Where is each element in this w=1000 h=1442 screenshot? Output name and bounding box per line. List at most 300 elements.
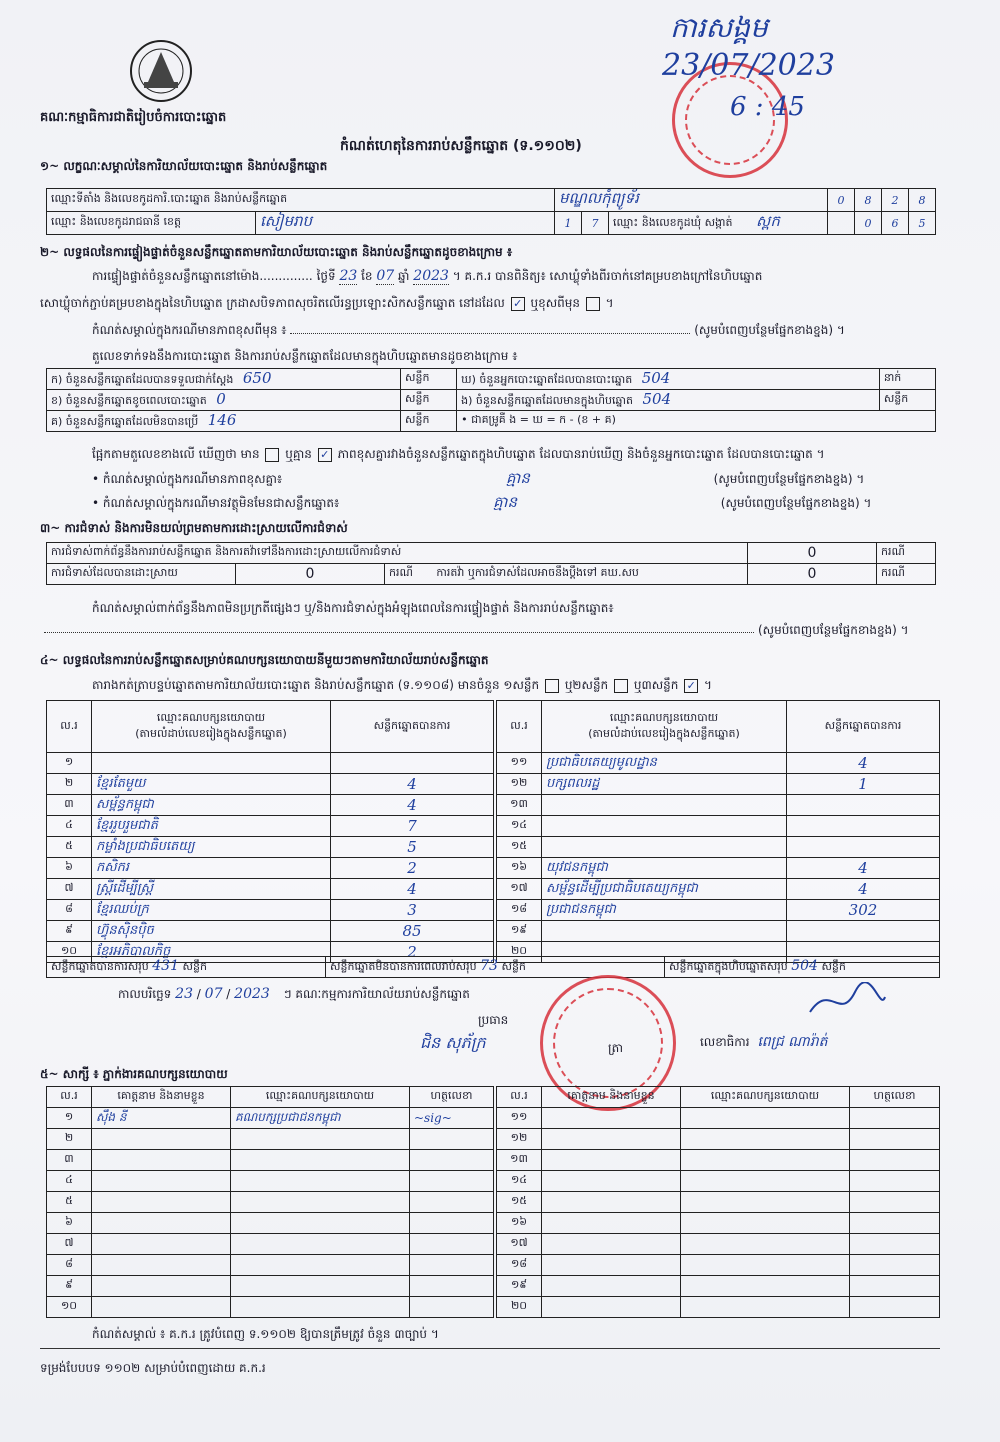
witness-row — [47, 1108, 494, 1129]
station-code-1: 0 — [828, 189, 855, 212]
witness-row — [497, 1297, 940, 1318]
month-label: ខែ — [361, 269, 373, 283]
station-label: ឈ្មោះទីតាំង និងលេខកូដការិ.បោះឆ្នោត និងរាប់សន្លឹកឆ្នោត — [47, 189, 555, 212]
witness-sign — [410, 1255, 494, 1276]
verify-day: 23 — [339, 268, 358, 284]
witness-empty-cell — [850, 1276, 940, 1297]
commune-label: ឈ្មោះ និងលេខកូដឃុំ សង្កាត់ — [613, 216, 733, 229]
signing-day: 23 — [175, 986, 193, 1002]
witness-empty-cell — [850, 1255, 940, 1276]
witness-row — [47, 1297, 494, 1318]
witness-sign — [410, 1192, 494, 1213]
spoiled-value: 0 — [216, 390, 226, 408]
chief-signature: ជិន សុភ័ក្រ — [420, 1033, 486, 1052]
party-name: ស្ត្រីដើម្បីស្ត្រី — [92, 879, 331, 900]
row-number: ១០ — [47, 942, 92, 963]
objection-value: 0 — [748, 543, 877, 564]
col-party: ឈ្មោះគណបក្សនយោបាយ — [156, 710, 266, 724]
col-votes: សន្លឹកឆ្នោតបានការ — [331, 701, 494, 753]
witness-empty-cell — [850, 1129, 940, 1150]
witness-no: ១១ — [497, 1108, 542, 1129]
commune-code-3: 5 — [909, 212, 936, 235]
appeal-value: 0 — [748, 564, 877, 585]
witness-empty-cell — [681, 1276, 850, 1297]
witness-row — [497, 1234, 940, 1255]
signing-date-line: កាលបរិច្ឆេទ 23 / 07 / 2023 ៗ គណៈកម្មការការិយាល័យរាប់សន្លឹកឆ្នោត — [118, 986, 470, 1002]
witness-name: ស៊ឹង នី — [92, 1108, 231, 1129]
resolved-label: ការជំទាស់ដែលបានដោះស្រាយ — [47, 564, 236, 585]
secretary-name: ពេជ្រ ណារ៉ាត់ — [757, 1034, 828, 1050]
voters-value: 504 — [641, 369, 671, 387]
unused-value: 146 — [207, 411, 237, 429]
witness-empty-cell — [850, 1171, 940, 1192]
bullet2-label: • កំណត់សម្គាល់ក្នុងករណីមានវត្ថុមិនមែនជាសន្លឹកឆ្នោត៖ — [92, 496, 340, 510]
seal-status-text: សោឃ្លុំចាក់ភ្ជាប់គម្របខាងក្នុងនៃហិបឆ្នោត ក្រដាសបិទភាពសុចរិតលើរន្ធប្រឡោះសិកសន្លឹកឆ្នោត នៅដដែល — [40, 296, 505, 310]
table-row — [497, 795, 940, 816]
row-number: ២ — [47, 774, 92, 795]
w-col-name: គោត្តនាម និងនាមខ្លួន — [92, 1087, 231, 1108]
witness-name — [92, 1150, 231, 1171]
witness-no: ១៥ — [497, 1192, 542, 1213]
station-name: មណ្ឌលកុំព្យូទ័រ — [555, 189, 828, 212]
witness-empty-cell — [542, 1129, 681, 1150]
province-name: សៀមរាប — [256, 212, 555, 235]
party-name — [542, 816, 787, 837]
witness-empty-cell — [681, 1150, 850, 1171]
witness-party — [231, 1171, 410, 1192]
witness-party — [231, 1297, 410, 1318]
verify-rest: ។ គ.ក.រ បានពិនិត្យ៖ សោឃ្លុំទាំងពីរចាក់នៅគម្របខាងក្រៅនៃហិបឆ្នោត — [452, 269, 763, 283]
witness-empty-cell — [542, 1276, 681, 1297]
bullet1-line — [92, 470, 864, 487]
table-row — [497, 816, 940, 837]
emblem-icon — [128, 38, 194, 104]
witness-no: ១៤ — [497, 1171, 542, 1192]
witness-no: ២០ — [497, 1297, 542, 1318]
witness-no: ១០ — [47, 1297, 92, 1318]
discrepancy-rest: ភាពខុសគ្នារវាងចំនួនសន្លឹកឆ្នោតក្នុងហិបឆ្នោត ដែលបានរាប់ឃើញ និងចំនួនអ្នកបោះឆ្នោត ដែលបានបោះឆ្នោត ។ — [337, 447, 825, 461]
witness-empty-cell — [850, 1150, 940, 1171]
table-row — [497, 921, 940, 942]
col-no-right: ល.រ — [497, 701, 542, 753]
section3-heading: ៣~ ការជំទាស់ និងការមិនយល់ព្រមតាមការដោះស្រាយលើការជំទាស់ — [40, 521, 348, 535]
witness-no: ១៧ — [497, 1234, 542, 1255]
table-row — [497, 858, 940, 879]
party-name — [542, 837, 787, 858]
witness-row — [47, 1129, 494, 1150]
witness-empty-cell — [681, 1129, 850, 1150]
table-row — [47, 879, 494, 900]
year-label: ឆ្នាំ — [398, 269, 410, 283]
secretary-line — [700, 1034, 828, 1050]
witness-name — [92, 1213, 231, 1234]
witness-row — [497, 1171, 940, 1192]
witness-empty-cell — [542, 1108, 681, 1129]
total-box-label: សន្លឹកឆ្នោតក្នុងហិបឆ្នោតសរុប — [669, 960, 788, 973]
table-row — [47, 795, 494, 816]
witness-empty-cell — [542, 1150, 681, 1171]
party-name — [542, 921, 787, 942]
totals-table — [46, 956, 940, 978]
party-votes: 85 — [331, 921, 494, 942]
table-row — [47, 753, 494, 774]
witness-name — [92, 1255, 231, 1276]
row-number: ១២ — [497, 774, 542, 795]
party-name: យុវជនកម្ពុជា — [542, 858, 787, 879]
org-name: គណៈកម្មាធិការជាតិរៀបចំការបោះឆ្នោត — [40, 110, 227, 125]
table-row — [47, 837, 494, 858]
figures-intro: តួលេខទាក់ទងនឹងការបោះឆ្នោត និងការរាប់សន្លឹកឆ្នោតដែលមានក្នុងហិបឆ្នោតមានដូចខាងក្រោម ៖ — [92, 349, 518, 363]
witness-no: ១ — [47, 1108, 92, 1129]
witness-empty-cell — [542, 1213, 681, 1234]
row-number: ១១ — [497, 753, 542, 774]
party-votes: 4 — [331, 774, 494, 795]
irregularity-dotted-line — [44, 632, 754, 633]
unit-sheet-3: សន្លឹក — [879, 390, 935, 411]
party-votes: 4 — [331, 879, 494, 900]
witness-empty-cell — [542, 1255, 681, 1276]
party-name — [92, 753, 331, 774]
witness-empty-cell — [681, 1213, 850, 1234]
w-col-sign-right: ហត្ថលេខា — [850, 1087, 940, 1108]
party-votes — [787, 795, 940, 816]
witness-name — [92, 1129, 231, 1150]
verify-line-2: សោឃ្លុំចាក់ភ្ជាប់គម្របខាងក្នុងនៃហិបឆ្នោត ក្រដាសបិទភាពសុចរិតលើរន្ធប្រឡោះសិកសន្លឹកឆ្នោត នៅដដែល ✓ ឬខុសពីមុន ។ — [40, 296, 614, 310]
col-no: ល.រ — [47, 701, 92, 753]
commune-name: ស្ពក — [756, 212, 780, 230]
verify-year: 2023 — [413, 268, 449, 284]
total-invalid-label: សន្លឹកឆ្នោតមិនបានការពេលរាប់សរុប — [330, 960, 477, 973]
station-code-3: 2 — [882, 189, 909, 212]
station-code-2: 8 — [855, 189, 882, 212]
party-votes: 4 — [787, 753, 940, 774]
bullet2-handwriting: គ្មាន — [493, 493, 517, 511]
witness-no: ១៨ — [497, 1255, 542, 1276]
commune-code-2: 6 — [882, 212, 909, 235]
bullet1-handwriting: គ្មាន — [506, 469, 530, 487]
one-sheet-checkbox[interactable] — [545, 679, 559, 693]
party-votes: 7 — [331, 816, 494, 837]
witness-party — [231, 1213, 410, 1234]
row-number: ១៧ — [497, 879, 542, 900]
province-label: ឈ្មោះ និងលេខកូដរាជធានី ខេត្ត — [47, 212, 256, 235]
witness-sign — [410, 1234, 494, 1255]
sheet-count-line: តារាងកត់ត្រាបន្ទប់ឆ្នោតតាមការិយាល័យបោះឆ្នោត និងរាប់សន្លឹកឆ្នោត (ទ.១១០៨) មានចំនួន ១សន្លឹក ឬ២សន្លឹក ឬ៣សន្លឹក ✓ ។ — [92, 678, 712, 692]
irregularity-note: កំណត់សម្គាល់ពាក់ព័ន្ធនឹងភាពមិនប្រក្រតីផ្សេងៗ ឬ/និងការជំទាស់ក្នុងអំឡុងពេលនៃការផ្ទៀងផ្ទាត់ និងការរាប់សន្លឹកឆ្នោត៖ — [92, 601, 614, 615]
witness-sign — [410, 1171, 494, 1192]
in-box-value: 504 — [642, 390, 672, 408]
witness-empty-cell — [542, 1192, 681, 1213]
witness-party — [231, 1255, 410, 1276]
unit-sheet-1: សន្លឹក — [400, 369, 456, 390]
different-label: ឬខុសពីមុន — [530, 296, 581, 310]
witness-sign — [410, 1213, 494, 1234]
results-table-left — [46, 700, 494, 963]
verify-time-label: ការផ្ទៀងផ្ទាត់ចំនួនសន្លឹកឆ្នោតនៅម៉ោង.............. — [92, 269, 313, 283]
witness-name — [92, 1171, 231, 1192]
party-name: សម្ព័ន្ធកម្ពុជា — [92, 795, 331, 816]
unit-sheet-2: សន្លឹក — [400, 390, 456, 411]
party-name: ខ្មែរឈប់ក្រ — [92, 900, 331, 921]
results-table-right — [496, 700, 940, 963]
total-invalid-value: 73 — [480, 958, 498, 974]
witness-party — [231, 1234, 410, 1255]
witness-name — [92, 1276, 231, 1297]
witness-no: ៣ — [47, 1150, 92, 1171]
handwritten-top: ការសង្គម — [670, 11, 768, 44]
discrepancy-line — [92, 446, 825, 462]
col-party-right: ឈ្មោះគណបក្សនយោបាយ — [609, 710, 719, 724]
total-box-value: 504 — [791, 958, 818, 974]
party-votes: 2 — [331, 942, 494, 963]
party-votes: 5 — [331, 837, 494, 858]
form-title: កំណត់ហេតុនៃការរាប់សន្លឹកឆ្នោត (ទ.១១០២) — [340, 138, 582, 154]
w-col-party-right: ឈ្មោះគណបក្សនយោបាយ — [681, 1087, 850, 1108]
total-invalid-unit: សន្លឹក — [501, 960, 526, 973]
table-row — [497, 774, 940, 795]
row-number: ៤ — [47, 816, 92, 837]
witness-empty-cell — [681, 1192, 850, 1213]
irregularity-fill: (សូមបំពេញបន្ថែមផ្នែកខាងខ្នង) ។ — [758, 623, 909, 637]
witness-sign: ~sig~ — [410, 1108, 494, 1129]
party-name: សម្ព័ន្ធដើម្បីប្រជាធិបតេយ្យកម្ពុជា — [542, 879, 787, 900]
note-diff-line — [92, 322, 942, 338]
objection-label: ការជំទាស់ពាក់ព័ន្ធនឹងការរាប់សន្លឹកឆ្នោត និងការតវ៉ាទៅនឹងការដោះស្រាយលើការជំទាស់ — [47, 543, 748, 564]
handwritten-time: 6 : 45 — [730, 92, 805, 122]
objections-table — [46, 542, 936, 585]
party-votes: 4 — [787, 858, 940, 879]
row-number: ៨ — [47, 900, 92, 921]
party-votes: 3 — [331, 900, 494, 921]
witness-empty-cell — [542, 1171, 681, 1192]
row-number: ៩ — [47, 921, 92, 942]
section1-heading: ១~ លក្ខណៈសម្គាល់នៃការិយាល័យបោះឆ្នោត និងរាប់សន្លឹកឆ្នោត — [40, 159, 328, 173]
witness-empty-cell — [542, 1234, 681, 1255]
col-votes-right: សន្លឹកឆ្នោតបានការ — [787, 701, 940, 753]
row-number: ៦ — [47, 858, 92, 879]
witness-party: គណបក្សប្រជាជនកម្ពុជា — [231, 1108, 410, 1129]
discrepancy-label: ផ្អែកតាមតួលេខខាងលើ ឃើញថា មាន — [92, 447, 260, 461]
witness-table-right — [496, 1086, 940, 1318]
figures-table — [46, 368, 936, 432]
witness-empty-cell — [850, 1192, 940, 1213]
row-number: ១ — [47, 753, 92, 774]
witness-empty-cell — [681, 1255, 850, 1276]
unused-label: គ) ចំនួនសន្លឹកឆ្នោតដែលមិនបានប្រើ — [51, 415, 199, 428]
witness-party — [231, 1150, 410, 1171]
party-votes — [787, 816, 940, 837]
table-row — [497, 879, 940, 900]
resolved-value: 0 — [236, 564, 385, 585]
voters-label: ឃ) ចំនួនអ្នកបោះឆ្នោតដែលបានបោះឆ្នោត — [461, 373, 633, 386]
province-code-1: 1 — [555, 212, 582, 235]
witness-no: ១២ — [497, 1129, 542, 1150]
witness-party — [231, 1276, 410, 1297]
table-row — [497, 753, 940, 774]
party-votes — [787, 921, 940, 942]
party-name: ខ្មែររួបរួមជាតិ — [92, 816, 331, 837]
party-name: កម្លាំងប្រជាធិបតេយ្យ — [92, 837, 331, 858]
witness-empty-cell — [850, 1213, 940, 1234]
section2-heading: ២~ លទ្ធផលនៃការផ្ទៀងផ្ទាត់ចំនួនសន្លឹកឆ្នោតតាមការិយាល័យបោះឆ្នោត និងរាប់សន្លឹកឆ្នោតដូចខាងក្រោម ៖ — [40, 245, 513, 259]
witness-name — [92, 1297, 231, 1318]
party-votes — [787, 837, 940, 858]
party-name: បក្សពលរដ្ឋ — [542, 774, 787, 795]
row-number: ១៣ — [497, 795, 542, 816]
w-col-no: ល.រ — [47, 1087, 92, 1108]
total-box-unit: សន្លឹក — [821, 960, 846, 973]
same-checkbox[interactable]: ✓ — [511, 297, 525, 311]
witness-row — [497, 1150, 940, 1171]
appeal-case: ករណី — [877, 564, 936, 585]
witness-sign — [410, 1150, 494, 1171]
total-valid-value: 431 — [152, 958, 179, 974]
table-row — [497, 900, 940, 921]
table-row — [47, 816, 494, 837]
party-name: ប្រជាធិបតេយ្យមូលដ្ឋាន — [542, 753, 787, 774]
witness-table-left — [46, 1086, 494, 1318]
witness-name — [92, 1192, 231, 1213]
footer-divider — [40, 1348, 940, 1349]
received-value: 650 — [242, 369, 272, 387]
secretary-label: លេខាធិការ — [700, 1035, 750, 1049]
signing-year: 2023 — [234, 986, 270, 1002]
witness-row — [497, 1108, 940, 1129]
party-name — [542, 795, 787, 816]
witness-empty-cell — [542, 1297, 681, 1318]
witness-name — [92, 1234, 231, 1255]
three-sheet-label: ឬ៣សន្លឹក — [633, 678, 679, 692]
witness-party — [231, 1192, 410, 1213]
party-votes: 4 — [331, 795, 494, 816]
table-row — [47, 774, 494, 795]
witness-sign — [410, 1276, 494, 1297]
witness-empty-cell — [850, 1297, 940, 1318]
sheet-count-label: តារាងកត់ត្រាបន្ទប់ឆ្នោតតាមការិយាល័យបោះឆ្នោត និងរាប់សន្លឹកឆ្នោត (ទ.១១០៨) មានចំនួន ១សន្លឹក — [92, 678, 540, 692]
witness-empty-cell — [681, 1297, 850, 1318]
verify-month: 07 — [376, 268, 395, 284]
bullet1-fill: (សូមបំពេញបន្ថែមផ្នែកខាងខ្នង) ។ — [713, 472, 865, 486]
section5-heading: ៥~ សាក្សី ៖ ភ្នាក់ងារគណបក្សនយោបាយ — [40, 1067, 228, 1081]
witness-no: ៧ — [47, 1234, 92, 1255]
different-checkbox[interactable] — [586, 297, 600, 311]
witness-empty-cell — [681, 1234, 850, 1255]
secretary-signature-icon — [800, 982, 890, 1022]
party-name: ប្រជាជនកម្ពុជា — [542, 900, 787, 921]
party-name: ខ្មែរអភិបាលកិច្ច — [92, 942, 331, 963]
day-label: ថ្ងៃទី — [316, 269, 336, 283]
witness-empty-cell — [681, 1108, 850, 1129]
objection-case: ករណី — [877, 543, 936, 564]
section1-table — [46, 188, 936, 235]
witness-no: ៨ — [47, 1255, 92, 1276]
w-col-no-right: ល.រ — [497, 1087, 542, 1108]
witness-party — [231, 1129, 410, 1150]
party-votes: 302 — [787, 900, 940, 921]
row-number: ១៦ — [497, 858, 542, 879]
table-row — [47, 858, 494, 879]
row-number: ៧ — [47, 879, 92, 900]
row-number: ១៩ — [497, 921, 542, 942]
handwritten-date: 23/07/2023 — [662, 48, 835, 83]
witness-row — [47, 1192, 494, 1213]
witness-row — [47, 1171, 494, 1192]
total-valid-label: សន្លឹកឆ្នោតបានការសរុប — [51, 960, 149, 973]
unit-sheet-4: សន្លឹក — [400, 411, 456, 432]
witness-row — [497, 1255, 940, 1276]
witness-empty-cell — [681, 1171, 850, 1192]
final-note: កំណត់សម្គាល់ ៖ គ.ក.រ ត្រូវបំពេញ ទ.១១០២ ឱ្យបានត្រឹមត្រូវ ចំនួន ៣ច្បាប់ ។ — [92, 1327, 439, 1341]
witness-empty-cell — [850, 1234, 940, 1255]
station-code-4: 8 — [909, 189, 936, 212]
note-diff-label: កំណត់សម្គាល់ក្នុងករណីមានភាពខុសពីមុន ៖ — [92, 323, 287, 337]
signing-date-label: កាលបរិច្ឆេទ — [118, 987, 172, 1001]
witness-no: ៥ — [47, 1192, 92, 1213]
witness-row — [47, 1276, 494, 1297]
witness-no: ១៩ — [497, 1276, 542, 1297]
witness-row — [497, 1213, 940, 1234]
witness-no: ១៦ — [497, 1213, 542, 1234]
col-party-sub-right: (តាមលំដាប់លេខរៀងក្នុងសន្លឹកឆ្នោត) — [588, 726, 740, 740]
party-name: ខ្មែរតែមួយ — [92, 774, 331, 795]
footer-text: ទម្រង់បែបបទ ១១០២ សម្រាប់បំពេញដោយ គ.ក.រ — [40, 1361, 266, 1375]
no-discrepancy-checkbox[interactable]: ✓ — [318, 448, 332, 462]
witness-row — [47, 1213, 494, 1234]
party-votes: 1 — [787, 774, 940, 795]
row-number: ១៨ — [497, 900, 542, 921]
row-number: ១៥ — [497, 837, 542, 858]
two-sheet-checkbox[interactable] — [614, 679, 628, 693]
bullet2-line — [92, 494, 871, 511]
witness-no: ៦ — [47, 1213, 92, 1234]
party-votes: 4 — [787, 879, 940, 900]
party-name: ហ៊្វុនស៊ិនប៉ិច — [92, 921, 331, 942]
stamp-label: ត្រា — [608, 1041, 623, 1055]
appeal-label: ការតវ៉ា ឬការជំទាស់ដែលអាចនឹងប្តឹងទៅ គឃ.សប — [436, 566, 639, 579]
row-number: ១៤ — [497, 816, 542, 837]
table-row — [497, 837, 940, 858]
witness-no: ៤ — [47, 1171, 92, 1192]
row-number: ៣ — [47, 795, 92, 816]
resolved-case: ករណី — [389, 566, 413, 579]
section4-heading: ៤~ លទ្ធផលនៃការរាប់សន្លឹកឆ្នោតសម្រាប់គណបក្សនយោបាយនីមួយៗតាមការិយាល័យរាប់សន្លឹកឆ្នោត — [40, 653, 489, 667]
witness-row — [497, 1192, 940, 1213]
in-box-label: ង) ចំនួនសន្លឹកឆ្នោតដែលមានក្នុងហិបឆ្នោត — [461, 394, 633, 407]
unit-person: នាក់ — [879, 369, 935, 390]
received-label: ក) ចំនួនសន្លឹកឆ្នោតដែលបានទទួលជាក់ស្តែង — [51, 373, 234, 386]
three-sheet-checkbox[interactable]: ✓ — [684, 679, 698, 693]
party-name: កសិករ — [92, 858, 331, 879]
party-votes: 2 — [331, 858, 494, 879]
verify-line-1 — [92, 268, 762, 285]
witness-row — [47, 1234, 494, 1255]
bullet2-fill: (សូមបំពេញបន្ថែមផ្នែកខាងខ្នង) ។ — [720, 496, 872, 510]
bullet1-label: • កំណត់សម្គាល់ក្នុងករណីមានភាពខុសគ្នា៖ — [92, 472, 283, 486]
province-code-2: 7 — [582, 212, 609, 235]
w-col-party: ឈ្មោះគណបក្សនយោបាយ — [231, 1087, 410, 1108]
has-discrepancy-checkbox[interactable] — [265, 448, 279, 462]
commune-code-1: 0 — [855, 212, 882, 235]
col-party-sub: (តាមលំដាប់លេខរៀងក្នុងសន្លឹកឆ្នោត) — [135, 726, 287, 740]
row-number: ៥ — [47, 837, 92, 858]
w-col-name-right: គោត្តនាម និងនាមខ្លួន — [542, 1087, 681, 1108]
spoiled-label: ខ) ចំនួនសន្លឹកឆ្នោតខូចពេលបោះឆ្នោត — [51, 394, 207, 407]
witness-sign — [410, 1129, 494, 1150]
party-votes — [331, 753, 494, 774]
row-number: ២០ — [497, 942, 542, 963]
chief-label: ប្រធាន — [478, 1013, 509, 1027]
witness-row — [47, 1255, 494, 1276]
